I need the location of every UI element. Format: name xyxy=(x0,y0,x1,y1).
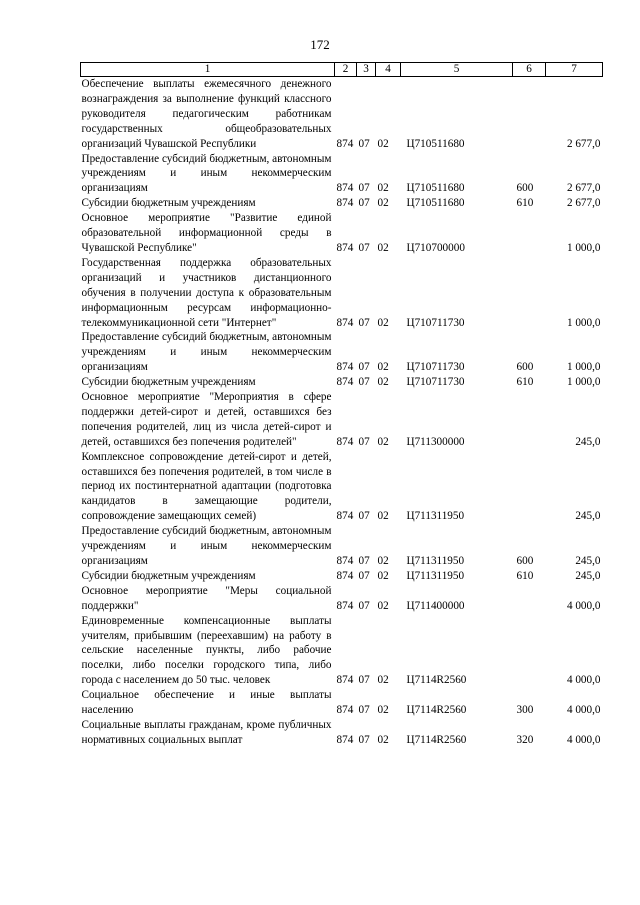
row-name: Основное мероприятие "Мероприятия в сфере поддержки детей-сирот и детей, оставшихся без попечения родителей, лиц из числа детей-сирот и детей, оставшихся без попечения родителей" xyxy=(81,391,332,448)
budget-table xyxy=(80,62,603,748)
row-grbs-code: 874 xyxy=(336,361,354,374)
row-name: Социальное обеспечение и иные выплаты населению xyxy=(81,689,332,717)
row-grbs-code: 874 xyxy=(336,599,354,612)
row-section-code: 07 xyxy=(358,197,370,210)
row-name: Субсидии бюджетным учреждениям xyxy=(81,197,256,210)
table-row xyxy=(81,256,603,331)
row-target-code: Ц710711730 xyxy=(406,316,465,329)
row-subsection-code: 02 xyxy=(377,555,389,567)
row-amount: 1 000,0 xyxy=(566,376,601,389)
row-section-code: 07 xyxy=(358,569,370,582)
row-subsection-code: 02 xyxy=(377,510,389,523)
row-target-code: Ц710711730 xyxy=(406,376,465,389)
row-section-code: 07 xyxy=(358,555,370,567)
row-target-code: Ц710711730 xyxy=(406,361,465,374)
row-amount: 2 677,0 xyxy=(566,197,601,210)
row-subsection-code: 02 xyxy=(377,704,389,717)
table-row xyxy=(81,450,603,525)
row-expense-type: 600 xyxy=(516,555,534,567)
row-amount: 245,0 xyxy=(575,510,601,523)
row-grbs-code: 874 xyxy=(336,182,354,195)
row-grbs-code: 874 xyxy=(336,674,354,687)
row-amount: 4 000,0 xyxy=(566,733,601,746)
row-section-code: 07 xyxy=(358,361,370,374)
row-amount: 245,0 xyxy=(575,569,601,582)
header-col-6: 6 xyxy=(513,63,546,77)
row-expense-type xyxy=(513,450,546,525)
row-amount: 2 677,0 xyxy=(566,182,601,195)
row-target-code: Ц710511680 xyxy=(406,197,465,210)
row-name: Государственная поддержка образовательных организаций и участников дистанционного обучения в получении доступа к образовательным информационным ресурсам информационно-телекоммуникационной сети "Интернет" xyxy=(81,256,332,329)
row-grbs-code: 874 xyxy=(336,376,354,389)
row-target-code: Ц711300000 xyxy=(406,435,465,448)
row-subsection-code: 02 xyxy=(377,674,389,687)
row-expense-type xyxy=(513,614,546,689)
row-amount: 1 000,0 xyxy=(566,361,601,374)
header-col-5: 5 xyxy=(401,63,513,77)
row-amount: 245,0 xyxy=(575,555,601,567)
row-expense-type: 600 xyxy=(516,182,534,195)
row-section-code: 07 xyxy=(358,599,370,612)
row-name: Комплексное сопровождение детей-сирот и детей, оставшихся без попечения родителей, в том числе в период их постинтернатной адаптации (подготовка кандидатов в замещающие родители, сопровождение замещающих семей) xyxy=(81,450,332,523)
table-row xyxy=(81,584,603,614)
row-expense-type: 600 xyxy=(516,361,534,374)
row-name: Социальные выплаты гражданам, кроме публичных нормативных социальных выплат xyxy=(81,718,332,746)
row-expense-type xyxy=(513,584,546,614)
row-grbs-code: 874 xyxy=(336,733,354,746)
table-row xyxy=(81,77,603,152)
row-section-code: 07 xyxy=(358,674,370,687)
table-row xyxy=(81,614,603,689)
row-grbs-code: 874 xyxy=(336,197,354,210)
row-section-code: 07 xyxy=(358,241,370,254)
table-row xyxy=(81,196,603,211)
row-subsection-code: 02 xyxy=(377,569,389,582)
table-row xyxy=(81,390,603,450)
row-expense-type: 320 xyxy=(516,733,534,746)
table-row xyxy=(81,152,603,197)
row-section-code: 07 xyxy=(358,316,370,329)
row-subsection-code: 02 xyxy=(377,361,389,374)
table-row xyxy=(81,211,603,256)
page-number: 172 xyxy=(310,37,330,52)
row-section-code: 07 xyxy=(358,137,370,150)
row-target-code: Ц711311950 xyxy=(406,569,465,582)
table-row xyxy=(81,718,603,748)
row-target-code: Ц710511680 xyxy=(406,182,465,195)
row-section-code: 07 xyxy=(358,704,370,717)
row-target-code: Ц7114R2560 xyxy=(406,733,467,746)
row-grbs-code: 874 xyxy=(336,569,354,582)
row-expense-type: 610 xyxy=(516,569,534,582)
row-section-code: 07 xyxy=(358,733,370,746)
row-target-code: Ц710511680 xyxy=(406,137,465,150)
row-subsection-code: 02 xyxy=(377,733,389,746)
row-name: Единовременные компенсационные выплаты учителям, прибывшим (переехавшим) на работу в сельские населенные пункты, либо рабочие поселки, либо поселки городского типа, либо города с населением до 50 тыс. человек xyxy=(81,614,332,687)
table-row xyxy=(81,524,603,569)
row-target-code: Ц7114R2560 xyxy=(406,704,467,717)
row-target-code: Ц711311950 xyxy=(406,510,465,523)
row-expense-type: 610 xyxy=(516,197,534,210)
row-expense-type xyxy=(513,256,546,331)
row-grbs-code: 874 xyxy=(336,704,354,717)
row-expense-type xyxy=(513,77,546,152)
header-col-1: 1 xyxy=(81,63,335,77)
row-name: Предоставление субсидий бюджетным, автономным учреждениям и иным некоммерческим организациям xyxy=(81,331,332,374)
row-section-code: 07 xyxy=(358,435,370,448)
row-subsection-code: 02 xyxy=(377,182,389,195)
row-section-code: 07 xyxy=(358,182,370,195)
row-subsection-code: 02 xyxy=(377,435,389,448)
row-expense-type xyxy=(513,211,546,256)
header-col-7: 7 xyxy=(546,63,603,77)
header-col-4: 4 xyxy=(376,63,401,77)
row-amount: 4 000,0 xyxy=(566,704,601,717)
row-amount: 1 000,0 xyxy=(566,316,601,329)
row-subsection-code: 02 xyxy=(377,376,389,389)
row-target-code: Ц7114R2560 xyxy=(406,674,467,687)
row-amount: 4 000,0 xyxy=(566,674,601,687)
row-name: Обеспечение выплаты ежемесячного денежного вознаграждения за выполнение функций классного руководителя педагогическим работникам государственных общеобразовательных организаций Чувашской Республики xyxy=(81,78,332,150)
row-name: Предоставление субсидий бюджетным, автономным учреждениям и иным некоммерческим организациям xyxy=(81,152,332,195)
row-target-code: Ц711311950 xyxy=(406,555,465,567)
table-row xyxy=(81,375,603,390)
row-amount: 4 000,0 xyxy=(566,599,601,612)
header-row xyxy=(81,63,603,77)
row-grbs-code: 874 xyxy=(336,510,354,523)
row-grbs-code: 874 xyxy=(336,435,354,448)
row-subsection-code: 02 xyxy=(377,137,389,150)
row-amount: 245,0 xyxy=(575,435,601,448)
row-target-code: Ц710700000 xyxy=(406,241,465,254)
row-subsection-code: 02 xyxy=(377,197,389,210)
row-name: Субсидии бюджетным учреждениям xyxy=(81,569,256,582)
row-subsection-code: 02 xyxy=(377,241,389,254)
header-col-3: 3 xyxy=(357,63,376,77)
row-subsection-code: 02 xyxy=(377,316,389,329)
row-amount: 1 000,0 xyxy=(566,241,601,254)
row-amount: 2 677,0 xyxy=(566,137,601,150)
table-row xyxy=(81,688,603,718)
row-grbs-code: 874 xyxy=(336,316,354,329)
table-row xyxy=(81,330,603,375)
row-name: Основное мероприятие "Меры социальной поддержки" xyxy=(81,584,332,612)
row-section-code: 07 xyxy=(358,376,370,389)
row-grbs-code: 874 xyxy=(336,241,354,254)
row-expense-type: 610 xyxy=(516,376,534,389)
row-grbs-code: 874 xyxy=(336,555,354,567)
row-expense-type: 300 xyxy=(516,704,534,717)
row-section-code: 07 xyxy=(358,510,370,523)
row-name: Основное мероприятие "Развитие единой образовательной информационной среды в Чувашской Республике" xyxy=(81,212,332,254)
row-name: Предоставление субсидий бюджетным, автономным учреждениям и иным некоммерческим организациям xyxy=(81,525,332,567)
row-target-code: Ц711400000 xyxy=(406,599,465,612)
row-expense-type xyxy=(513,390,546,450)
row-name: Субсидии бюджетным учреждениям xyxy=(81,376,256,389)
row-subsection-code: 02 xyxy=(377,599,389,612)
header-col-2: 2 xyxy=(335,63,357,77)
table-row xyxy=(81,569,603,584)
row-grbs-code: 874 xyxy=(336,137,354,150)
